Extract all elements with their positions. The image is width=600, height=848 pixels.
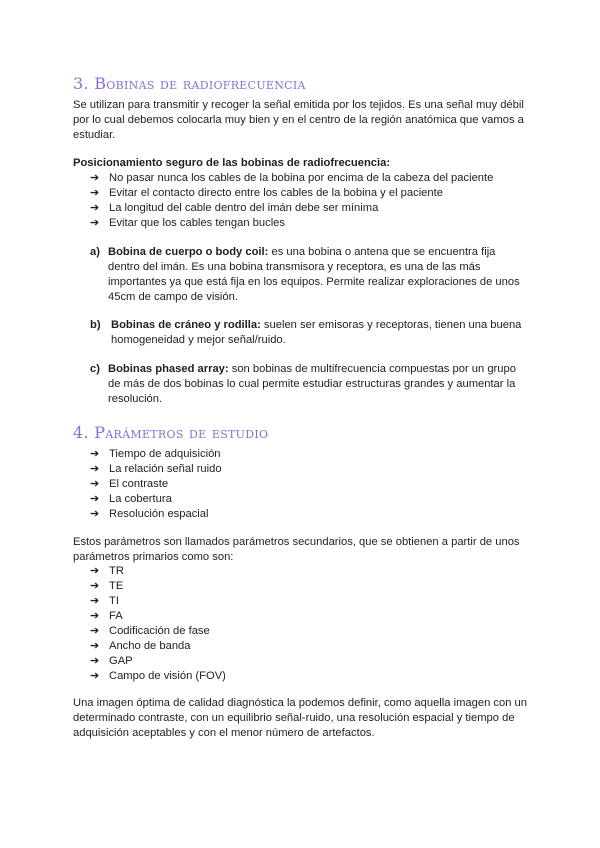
coil-item-head-knee — [90, 318, 530, 348]
coil-description: son bobinas de multifrecuencia compuestas por un grupo de más de dos bobinas lo cual permite estudiar estructuras grandes y aumentar la resolución. — [108, 363, 516, 405]
arrow-icon: ➔ — [90, 610, 100, 622]
list-item: ➔ El contraste — [90, 478, 169, 490]
list-item: ➔ La relación señal ruido — [90, 463, 222, 475]
list-item: ➔ No pasar nunca los cables de la bobina por encima de la cabeza del paciente — [90, 172, 494, 184]
list-item: ➔ GAP — [90, 655, 133, 667]
arrow-icon: ➔ — [90, 655, 100, 667]
coil-item-body — [90, 245, 530, 305]
arrow-icon: ➔ — [90, 625, 100, 637]
arrow-icon: ➔ — [90, 595, 100, 607]
safety-title: Posicionamiento seguro de las bobinas de radiofrecuencia: — [73, 157, 391, 169]
list-item: ➔ FA — [90, 610, 123, 622]
safety-list — [90, 171, 493, 231]
list-item: ➔ Evitar que los cables tengan bucles — [90, 217, 286, 229]
coil-letter: a) — [90, 246, 100, 258]
coil-name: Bobinas phased array: — [108, 363, 229, 375]
arrow-icon: ➔ — [90, 670, 100, 682]
list-item: ➔ TR — [90, 565, 124, 577]
arrow-icon: ➔ — [90, 172, 100, 184]
arrow-icon: ➔ — [90, 217, 100, 229]
section-4-transition: Estos parámetros son llamados parámetros secundarios, que se obtienen a partir de unos parámetros primarios como son: — [73, 536, 520, 563]
coil-name: Bobina de cuerpo o body coil: — [108, 246, 269, 258]
section-3-heading: 3. Bobinas de radiofrecuencia — [73, 74, 306, 93]
section-4-conclusion: Una imagen óptima de calidad diagnóstica la podemos definir, como aquella imagen con un determinado contraste, con un equilibrio señal-ruido, una resolución espacial y tiempo de adquisición aceptables y con el menor número de artefactos. — [73, 697, 527, 739]
coil-letter: b) — [90, 319, 101, 331]
coil-item-phased-array — [90, 362, 530, 407]
list-item: ➔ TE — [90, 580, 124, 592]
coil-name: Bobinas de cráneo y rodilla: — [111, 319, 261, 331]
list-item: ➔ Campo de visión (FOV) — [90, 670, 226, 682]
list-item: ➔ La longitud del cable dentro del imán debe ser mínima — [90, 202, 379, 214]
list-item: ➔ Ancho de banda — [90, 640, 191, 652]
arrow-icon: ➔ — [90, 565, 100, 577]
section-4-heading: 4. Parámetros de estudio — [73, 423, 269, 442]
arrow-icon: ➔ — [90, 580, 100, 592]
list-item: ➔ Tiempo de adquisición — [90, 448, 221, 460]
list-item: ➔ Evitar el contacto directo entre los cables de la bobina y el paciente — [90, 187, 443, 199]
list-item: ➔ Codificación de fase — [90, 625, 210, 637]
arrow-icon: ➔ — [90, 640, 100, 652]
coil-description: suelen ser emisoras y receptoras, tienen una buena homogeneidad y mejor señal/ruido. — [111, 319, 522, 346]
arrow-icon: ➔ — [90, 448, 100, 460]
arrow-icon: ➔ — [90, 187, 100, 199]
arrow-icon: ➔ — [90, 478, 100, 490]
arrow-icon: ➔ — [90, 508, 100, 520]
list-item: ➔ La cobertura — [90, 493, 172, 505]
arrow-icon: ➔ — [90, 463, 100, 475]
primary-params-list — [90, 564, 226, 684]
list-item: ➔ TI — [90, 595, 119, 607]
coil-description: es una bobina o antena que se encuentra fija dentro del imán. Es una bobina transmisora y receptora, es una de las más importantes ya que está fija en los equipos. Permite realizar exploraciones de unos 45cm de campo de visión. — [108, 246, 520, 303]
arrow-icon: ➔ — [90, 202, 100, 214]
coil-letter: c) — [90, 363, 100, 375]
secondary-params-list — [90, 447, 222, 522]
section-3-intro: Se utilizan para transmitir y recoger la señal emitida por los tejidos. Es una señal muy débil por lo cual debemos colocarla muy bien y en el centro de la región anatómica que vamos a estudiar. — [73, 99, 524, 141]
arrow-icon: ➔ — [90, 493, 100, 505]
list-item: ➔ Resolución espacial — [90, 508, 209, 520]
